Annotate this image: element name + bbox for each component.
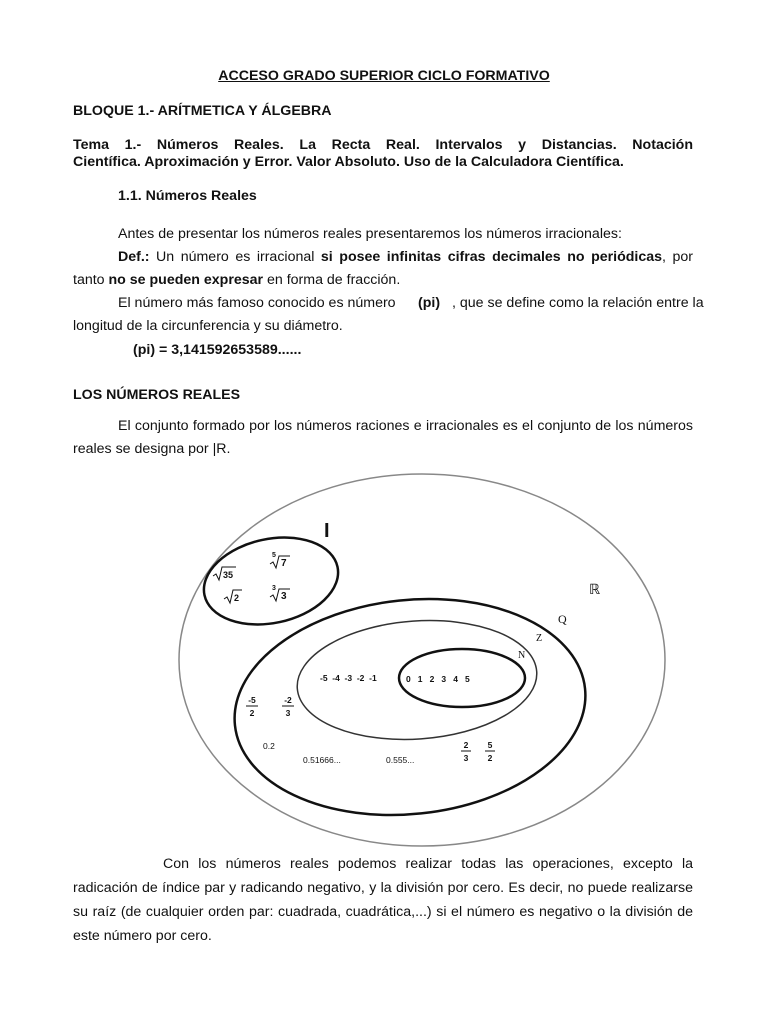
pi-line-1c: , que se define como la relación entre la <box>452 295 704 311</box>
closing-line-1: Con los números reales podemos realizar todas las operaciones, excepto la <box>163 856 693 872</box>
root5-index: 5 <box>272 552 276 559</box>
reales-line-1: El conjunto formado por los números raciones e irracionales es el conjunto de los números <box>118 418 693 434</box>
fraction-numerator: -2 <box>284 695 292 705</box>
fraction-denominator: 3 <box>463 753 469 763</box>
decimal-0-2: 0.2 <box>263 741 275 751</box>
fraction-denominator: 3 <box>285 708 291 718</box>
sqrt-35-radicand: 35 <box>223 570 234 580</box>
fraction-2-3 <box>461 740 471 763</box>
label-integers: Z <box>536 633 543 644</box>
fraction-5-2 <box>485 740 495 763</box>
root5-radicand: 7 <box>281 558 287 569</box>
fraction-numerator: 2 <box>463 740 469 750</box>
sqrt-2 <box>224 590 242 603</box>
naturals-values: 0 1 2 3 4 5 <box>406 674 470 684</box>
document-title: ACCESO GRADO SUPERIOR CICLO FORMATIVO <box>218 68 550 84</box>
rationals-set-ellipse <box>224 582 596 832</box>
closing-line-3: su raíz (de cualquier orden par: cuadrada, cuadrática,...) si el número es negativo o la división de <box>73 904 693 920</box>
sqrt-2-radicand: 2 <box>234 593 240 603</box>
reales-line-2: reales se designa por |R. <box>73 441 231 457</box>
integers-negative-values: -5 -4 -3 -2 -1 <box>320 673 377 683</box>
topic-line-1: Tema 1.- Números Reales. La Recta Real. Intervalos y Distancias. Notación <box>73 137 693 153</box>
definition-label: Def.: <box>118 249 150 265</box>
closing-line-2: radicación de índice par y radicando negativo, y la división por cero. Es decir, no puede realizarse <box>73 880 693 896</box>
root3-radicand: 3 <box>281 591 287 602</box>
reales-heading: LOS NÚMEROS REALES <box>73 387 241 403</box>
fraction-minus-5-2 <box>246 695 258 718</box>
root3-index: 3 <box>272 585 276 592</box>
decimal-0-555: 0.555... <box>386 755 415 765</box>
pi-value: (pi) = 3,141592653589...... <box>133 342 302 358</box>
fraction-numerator: -5 <box>248 695 256 705</box>
pi-symbol-label: (pi) <box>418 295 441 311</box>
pi-line-2: longitud de la circunferencia y su diámetro. <box>73 318 343 334</box>
fifth-root-7 <box>270 552 290 569</box>
intro-paragraph: Antes de presentar los números reales presentaremos los números irracionales: <box>118 226 622 242</box>
definition-bold-text: si posee infinitas cifras decimales no periódicas <box>320 249 663 265</box>
definition-bold-text-2: no se pueden expresar <box>108 272 264 288</box>
block-heading: BLOQUE 1.- ARÍTMETICA Y ÁLGEBRA <box>73 103 332 119</box>
reals-set-ellipse <box>179 474 665 846</box>
definition-text: Un número es irracional <box>149 249 321 265</box>
section-heading: 1.1. Números Reales <box>118 188 257 204</box>
fraction-denominator: 2 <box>249 708 255 718</box>
label-irrationals: I <box>324 520 330 542</box>
decimal-0-51666: 0.51666... <box>303 755 341 765</box>
sqrt-35 <box>213 567 236 580</box>
definition-text-3: en forma de fracción. <box>263 272 401 288</box>
label-naturals: N <box>518 650 526 661</box>
definition-text-end: , por <box>662 249 693 265</box>
fraction-minus-2-3 <box>282 695 294 718</box>
closing-line-4: este número por cero. <box>73 928 212 944</box>
cube-root-3 <box>270 585 290 602</box>
pi-line-1a: El número más famoso conocido es número <box>118 295 396 311</box>
topic-line-2: Científica. Aproximación y Error. Valor Absoluto. Uso de la Calculadora Científica. <box>73 154 624 170</box>
label-rationals: Q <box>558 612 567 626</box>
label-reals: ℝ <box>589 583 601 598</box>
fraction-denominator: 2 <box>487 753 493 763</box>
fraction-numerator: 5 <box>487 740 493 750</box>
definition-text-2: tanto <box>73 272 109 288</box>
